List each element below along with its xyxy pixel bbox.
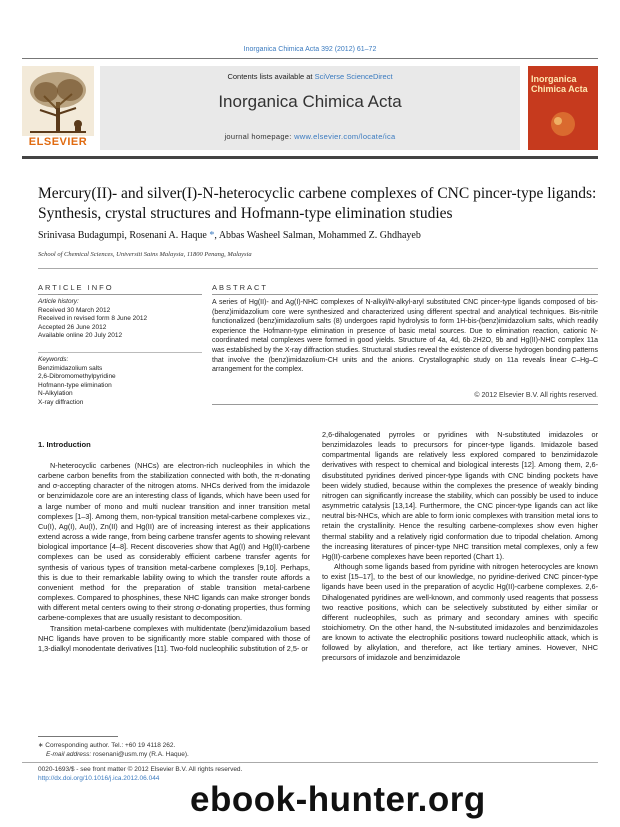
abstract-copyright: © 2012 Elsevier B.V. All rights reserved. — [474, 392, 598, 399]
body-paragraph: 2,6-dihalogenated pyrroles or pyridines with N-substituted imidazoles or benzimidazoles leads to precursors for pincer-type ligands. Imidazole based compartmental ligands are relatively less explored compared to benzimidazole derivatives with respect to chemical and biological interests [12]. Among them, 2,6-disubstituted pyridines derived pincer-type ligands with CNC binding pockets have been widely studied, because within the complexes the presence of weakly binding nitrogen can significantly increase the stability, which can possibly be used to induce asymmetric catalysis [13,14]. Furthermore, the CNC pincer-type ligands can act like neutral bis-NHCs, which are able to form ionic complexes with transition metal ions to retain the crystallinity. Hence the resulting carbene-complexes show even higher thermal stability and a relatively rigid conformation due to tripodal chelation. Among the increasing literatures of pincer-type NHC transition metal complexes, only a few Hg(II)-carbene complexes have been reported (Chart 1). — [322, 430, 598, 561]
footnote-rule — [38, 736, 118, 737]
abstract-heading: ABSTRACT — [212, 283, 269, 292]
watermark: ebook-hunter.org — [190, 780, 486, 819]
author-list — [38, 230, 598, 241]
corresponding-author-marker[interactable]: * — [206, 230, 215, 241]
journal-name: Inorganica Chimica Acta — [218, 92, 402, 111]
history-item: Accepted 26 June 2012 — [38, 323, 107, 331]
keyword-item: Benzimidazolium salts — [38, 364, 103, 372]
body-paragraph: N-heterocyclic carbenes (NHCs) are electron-rich nucleophiles in which the carbene carbon benefits from the stabilization connected with both, the π-donating and σ-accepting character of the nitrogen atoms. NHCs derived from the imidazole or benzimidazole core are an interesting class of ligands, which have been used for a large number of mono and multi nuclear transition and inner transition metal complexes [1–3]. Among them, non-typical transition metal-carbene complexes viz., Cu(I), Ag(I), Au(I), Zn(II) and Hg(II) are of increasing interest as their applications extend across a wide range, from being carbene transfer agents to showing relevant biological importance [4–8]. Recent discoveries show that Ag(I) and Hg(II)-carbene complexes can be used as considerably efficient carbene transfer agents for synthesis of various types of transition metal-carbene complexes [9,10]. Perhaps, this is due to their remarkable lability owing to which the transfer route affords a convenient method for the preparation of stable transition metal-carbene complexes. Compared to phosphines, these NHC ligands can make stronger bonds with different metal centers owing to their strong σ-donating properties, thus forming carbene-complexes that are usually resistant to decomposition. — [38, 461, 310, 623]
keyword-item: N-Alkylation — [38, 390, 73, 398]
keywords-list — [38, 356, 202, 408]
journal-homepage-link[interactable]: www.elsevier.com/locate/ica — [294, 132, 396, 141]
article-info-rule — [38, 294, 202, 295]
body-paragraph: Transition metal-carbene complexes with multidentate (benz)imidazolium based NHC ligands have proven to be significantly more stable compared with those of 1,3-dialkyl monodentate derivatives [11]. Two-fold nucleophilic substitution of 2,5- or — [38, 623, 310, 653]
corresponding-author-note: ∗ Corresponding author. Tel.: +60 19 4118 262. — [38, 742, 176, 749]
history-item: Available online 20 July 2012 — [38, 332, 123, 340]
body-left-column — [38, 461, 310, 654]
abstract-rule — [212, 294, 598, 295]
doi-link[interactable]: http://dx.doi.org/10.1016/j.ica.2012.06.044 — [38, 774, 160, 782]
contents-prefix: Contents lists available at — [227, 72, 315, 81]
history-rule — [38, 352, 202, 353]
authors-rest: , Abbas Washeel Salman, Mohammed Z. Ghdhayeb — [214, 230, 421, 241]
history-item: Received 30 March 2012 — [38, 306, 111, 314]
keyword-item: 2,6-Dibromomethylpyridine — [38, 373, 116, 381]
abstract-text: A series of Hg(II)- and Ag(I)-NHC complexes of N-alkyl/N-alkyl-aryl substituted CNC pincer-type ligands composed of bis-(benz)imidazolium core were synthesized and characterized using different spectral and analytical techniques. Bis-nitrile functionalized (benz)imidazolium salts (8) undergoes rapid hydrolysis to form 1H-bis-(benz)imidazolium salts, which readily experience the Hofmann-type elimination in presence of basic metal sources. Due to elimination reaction, cationic N-coordinated metal complexes were formed in good yields. Structure of 4a, 4d, 6b·2H2O, 9b and Hg(II)-NHC complex 11a was established by the X-ray diffraction studies. Structural studies reveal the existence of diverse hydrogen bonding patterns that involve the (benz)imidazolium-CH units and the anions. Crystallographic study on 11a reveals linear C–Hg–C arrangement for the complex. — [212, 299, 598, 374]
header-top-rule — [22, 58, 598, 59]
history-item: Received in revised form 8 June 2012 — [38, 315, 148, 323]
masthead-bottom-rule — [22, 156, 598, 159]
keyword-item: Hofmann-type elimination — [38, 381, 112, 389]
footnote — [38, 741, 310, 759]
introduction-heading: 1. Introduction — [38, 440, 91, 449]
cover-title: Inorganica Chimica Acta — [531, 74, 588, 94]
email-label: E-mail address: — [46, 751, 93, 758]
author-email[interactable]: rosenani@usm.my (R.A. Haque). — [92, 751, 189, 758]
journal-citation[interactable]: Inorganica Chimica Acta 392 (2012) 61–72 — [243, 46, 377, 53]
body-paragraph: Although some ligands based from pyridine with nitrogen heterocycles are known to exist [15–17], to the best of our knowledge, no pyridine-derived CNC pincer-type ligands have been used in the preparation of acyclic Hg(II)-carbene complexes. 2,6-Dihalogenated pyridines are well-known, and commonly used reagents that possess two reactive positions, which can be selectively substituted by either similar or different nucleophiles, such as primary and secondary amines with specific stoichiometry. On the other hand, the N-substituted imidazoles and benzimidazoles are known to activate the electrophilic positions toward nucleophilic attack, which is followed by alkylation, and therefore, act like tertiary amines. However, NHC precursors of imidazole and benzimidazole — [322, 562, 598, 663]
article-info-heading: ARTICLE INFO — [38, 283, 114, 292]
history-label: Article history: — [38, 298, 79, 305]
affiliation: School of Chemical Sciences, Universiti Sains Malaysia, 11800 Penang, Malaysia — [38, 251, 252, 258]
article-history — [38, 298, 202, 341]
authors-first: Srinivasa Budagumpi, Rosenani A. Haque — [38, 230, 207, 241]
elsevier-wordmark[interactable]: ELSEVIER — [28, 136, 88, 148]
homepage-prefix: journal homepage: — [224, 132, 295, 141]
affiliation-rule — [38, 268, 598, 269]
keyword-item: X-ray diffraction — [38, 398, 84, 406]
journal-homepage-line — [100, 132, 520, 141]
issn-line: 0020-1693/$ - see front matter © 2012 Elsevier B.V. All rights reserved. — [38, 766, 243, 773]
body-right-column — [322, 430, 598, 664]
page-bottom-rule — [22, 762, 598, 763]
keywords-label: Keywords: — [38, 356, 69, 363]
abstract-bottom-rule — [212, 404, 598, 405]
contents-line — [100, 72, 520, 81]
article-title: Mercury(II)- and silver(I)-N-heterocyclic carbene complexes of CNC pincer-type ligands: Synthesis, crystal structures and Hofmann-type elimination studies — [38, 185, 597, 222]
sciencedirect-link[interactable]: SciVerse ScienceDirect — [314, 72, 393, 81]
